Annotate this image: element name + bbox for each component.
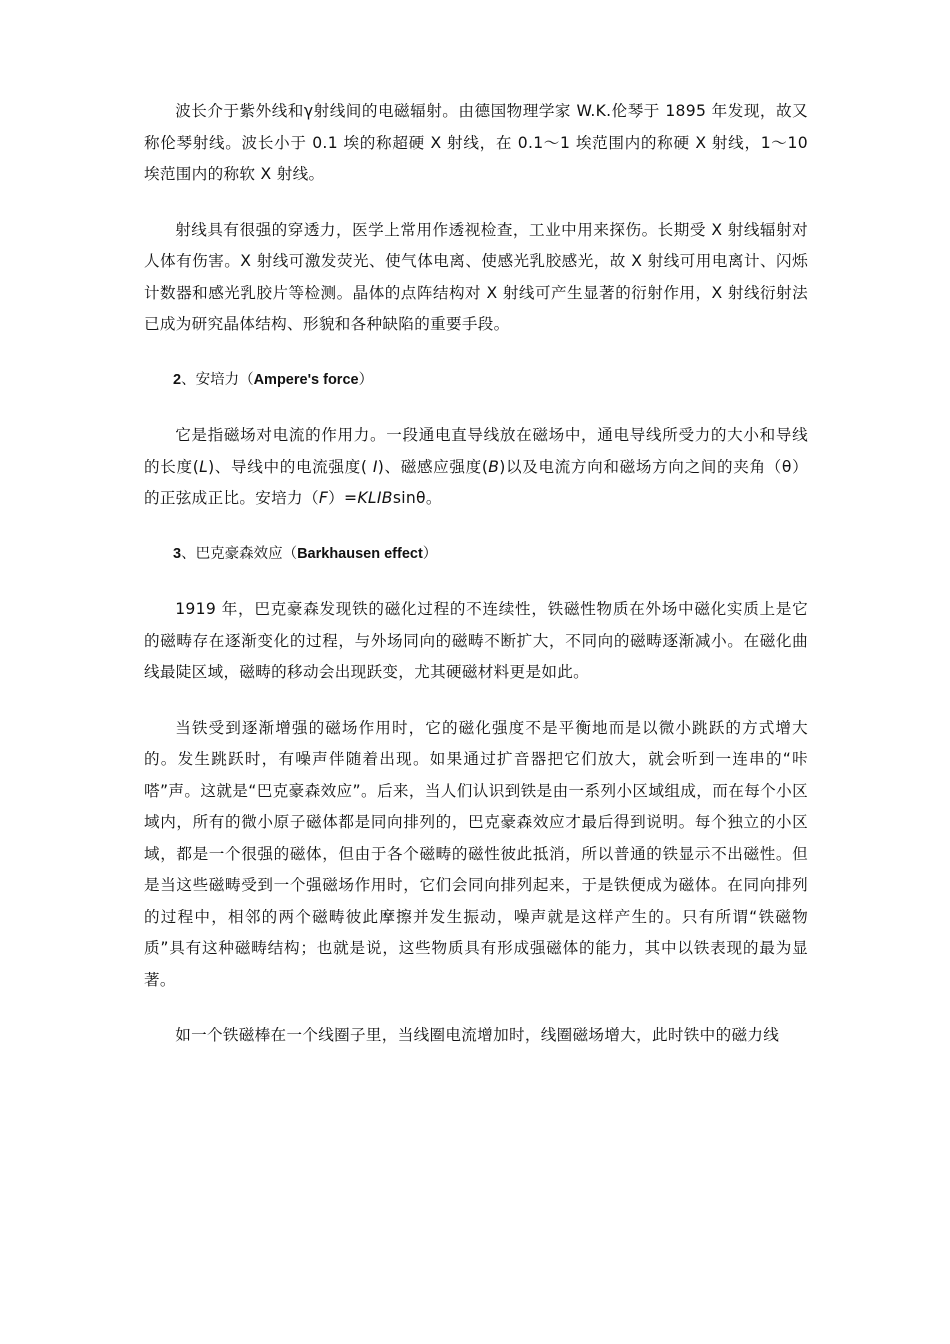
variable-induction: B [488,457,500,476]
variable-force: F [318,489,329,507]
formula-klib: KLIB [357,489,393,507]
section-heading-barkhausen-effect [144,539,808,571]
text-run: sinθ。 [392,489,442,507]
variable-length: L [199,457,209,476]
paragraph-ferromagnetic-rod: 如一个铁磁棒在一个线圈子里，当线圈电流增加时，线圈磁场增大，此时铁中的磁力线 [175,1026,780,1044]
text-run: )、磁感应强度( [377,457,489,476]
paragraph-barkhausen-discovery: 1919 年，巴克豪森发现铁的磁化过程的不连续性，铁磁性物质在外场中磁化实质上是它的磁畴存在逐渐变化的过程，与外场同向的磁畴不断扩大，不同向的磁畴逐渐减小。在磁化曲线最陡区域，磁畴的移动会出现跃变，尤其硬磁材料更是如此。 [144,600,808,681]
paragraph-gap [144,570,808,594]
heading-title: 、巴克豪森效应（ [181,545,298,562]
heading-close: ） [358,371,374,388]
heading-number: 3 [173,545,182,562]
heading-number: 2 [173,371,182,388]
paragraph-xray-definition: 波长介于紫外线和γ射线间的电磁辐射。由德国物理学家 W.K.伦琴于 1895 年发现，故又称伦琴射线。波长小于 0.1 埃的称超硬 X 射线，在 0.1～1 埃范围内的称硬 X 射线，1～10 埃范围内的称软 X 射线。 [144,102,808,183]
paragraph-gap [144,396,808,420]
variable-current: I [372,457,378,476]
heading-english-term: Barkhausen effect [297,545,423,562]
text-run: 它是指磁场对电流的作用力。一段通电直导线放在磁场中，通电导线所受力的大小和导线的长度( [144,426,808,476]
paragraph-ampere-force [144,420,808,515]
paragraph-gap [144,996,808,1020]
text-run: )以及电流方向和磁场方向之间的夹角（θ）的正弦成正比。安培力（ [144,457,808,507]
paragraph-gap [144,515,808,539]
paragraph-gap [144,341,808,365]
paragraph-barkhausen-explanation: 当铁受到逐渐增强的磁场作用时，它的磁化强度不是平衡地而是以微小跳跃的方式增大的。发生跳跃时，有噪声伴随着出现。如果通过扩音器把它们放大，就会听到一连串的“咔嗒”声。这就是“巴克豪森效应”。后来，当人们认识到铁是由一系列小区域组成，而在每个小区域内，所有的微小原子磁体都是同向排列的，巴克豪森效应才最后得到说明。每个独立的小区域，都是一个很强的磁体，但由于各个磁畴的磁性彼此抵消，所以普通的铁显示不出磁性。但是当这些磁畴受到一个强磁场作用时，它们会同向排列起来，于是铁便成为磁体。在同向排列的过程中，相邻的两个磁畴彼此摩擦并发生振动，噪声就是这样产生的。只有所谓“铁磁物质”具有这种磁畴结构；也就是说，这些物质具有形成强磁体的能力，其中以铁表现的最为显著。 [144,718,808,989]
document-page [144,96,808,1052]
heading-english-term: Ampere's force [253,371,359,388]
text-run: ）= [328,489,358,507]
text-run: )、导线中的电流强度( [208,457,373,476]
heading-title: 、安培力（ [181,371,254,388]
paragraph-gap [144,689,808,713]
paragraph-gap [144,191,808,215]
paragraph-xray-properties: 射线具有很强的穿透力，医学上常用作透视检查，工业中用来探伤。长期受 X 射线辐射对人体有伤害。X 射线可激发荧光、使气体电离、使感光乳胶感光，故 X 射线可用电离计、闪烁计数器和感光乳胶片等检测。晶体的点阵结构对 X 射线可产生显著的衍射作用，X 射线衍射法已成为研究晶体结构、形貌和各种缺陷的重要手段。 [144,220,808,333]
heading-close: ） [422,545,438,562]
section-heading-ampere-force [144,365,808,397]
